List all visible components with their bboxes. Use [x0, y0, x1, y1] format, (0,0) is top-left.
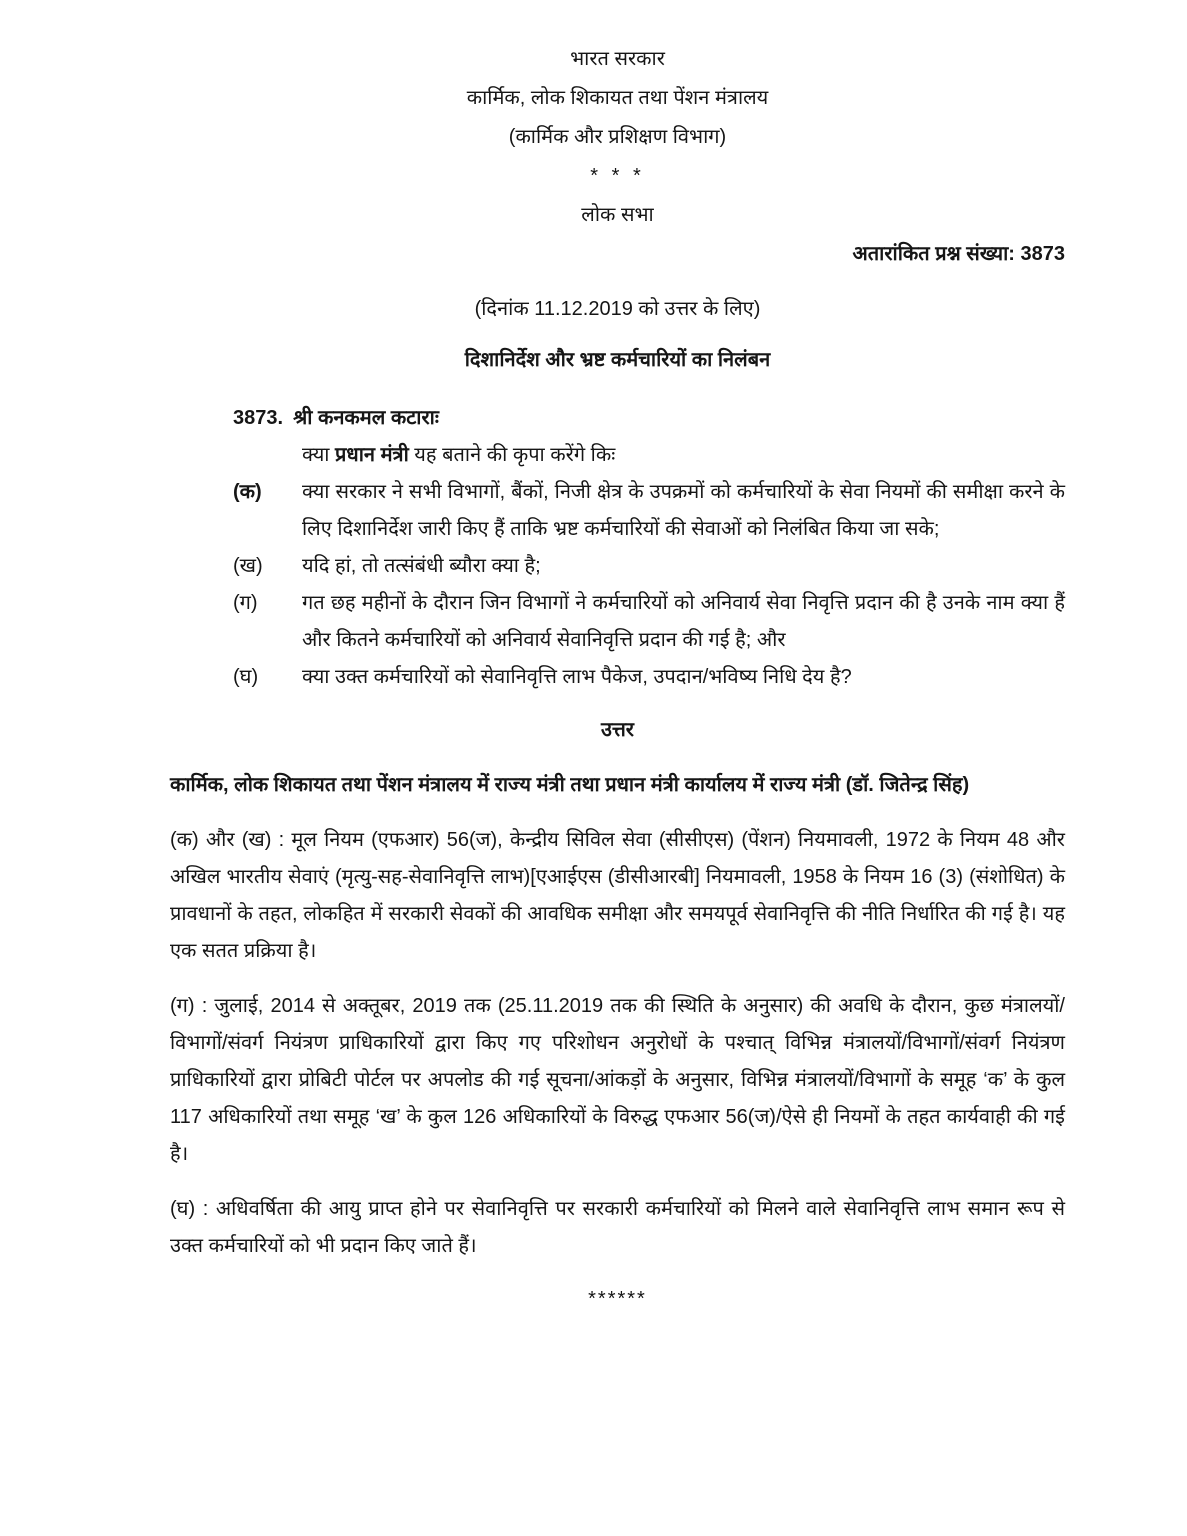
- question-part-text: क्या सरकार ने सभी विभागों, बैंकों, निजी क्षेत्र के उपक्रमों को कर्मचारियों के सेवा नियमों की समीक्षा करने के लिए दिशानिर्देश जारी किए हैं ताकि भ्रष्ट कर्मचारियों की सेवाओं को निलंबित किया जा सके;: [302, 481, 1065, 540]
- question-asker: श्री कनकमल कटाराः: [293, 407, 439, 429]
- subject-title: दिशानिर्देश और भ्रष्ट कर्मचारियों का निलंबन: [464, 349, 771, 371]
- question-part-label: (ग): [233, 592, 258, 614]
- question-head: [233, 400, 1065, 437]
- minister-designation: कार्मिक, लोक शिकायत तथा पेंशन मंत्रालय में राज्य मंत्री तथा प्रधान मंत्री कार्यालय में राज्य मंत्री (डॉ. जितेन्द्र सिंह): [170, 774, 970, 796]
- question-part-text: यदि हां, तो तत्संबंधी ब्यौरा क्या है;: [302, 555, 541, 577]
- question-block: [233, 400, 1065, 696]
- question-intro-pre: क्या: [302, 444, 336, 466]
- house-title: लोक सभा: [581, 204, 654, 226]
- question-part-label: (ख): [233, 555, 263, 577]
- question-number-line: अतारांकित प्रश्न संख्या: 3873: [852, 243, 1065, 265]
- ministry-title: कार्मिक, लोक शिकायत तथा पेंशन मंत्रालय: [466, 87, 769, 109]
- question-number: 3873.: [233, 407, 284, 429]
- answer-heading: उत्तर: [601, 719, 634, 741]
- document-header: [170, 40, 1065, 380]
- question-part-gha: [233, 659, 1065, 696]
- question-intro-post: यह बताने की कृपा करेंगे किः: [408, 444, 616, 466]
- question-part-label: (क): [233, 481, 262, 503]
- answer-date-line: (दिनांक 11.12.2019 को उत्तर के लिए): [474, 298, 761, 320]
- question-part-kha: [233, 548, 1065, 585]
- question-part-ka: [233, 474, 1065, 548]
- department-title: (कार्मिक और प्रशिक्षण विभाग): [508, 126, 727, 148]
- question-part-label: (घ): [233, 666, 259, 688]
- question-part-text: गत छह महीनों के दौरान जिन विभागों ने कर्मचारियों को अनिवार्य सेवा निवृत्ति प्रदान की है उनके नाम क्या हैं और कितने कर्मचारियों को अनिवार्य सेवानिवृत्ति प्रदान की गई है; और: [302, 592, 1065, 651]
- question-intro: [302, 437, 1065, 474]
- answer-paragraph-ga: (ग) : जुलाई, 2014 से अक्तूबर, 2019 तक (25.11.2019 तक की स्थिति के अनुसार) की अवधि के दौरान, कुछ मंत्रालयों/विभागों/संवर्ग नियंत्रण प्राधिकारियों द्वारा किए गए परिशोधन अनुरोधों के पश्चात् विभिन्न मंत्रालयों/विभागों/संवर्ग नियंत्रण प्राधिकारियों द्वारा प्रोबिटी पोर्टल पर अपलोड की गई सूचना/आंकड़ों के अनुसार, विभिन्न मंत्रालयों/विभागों के समूह ‘क’ के कुल 117 अधिकारियों तथा समूह ‘ख’ के कुल 126 अधिकारियों के विरुद्ध एफआर 56(ज)/ऐसे ही नियमों के तहत कार्यवाही की गई है।: [170, 995, 1065, 1165]
- answer-paragraph-ka-kha: (क) और (ख) : मूल नियम (एफआर) 56(ज), केन्द्रीय सिविल सेवा (सीसीएस) (पेंशन) नियमावली, 1972 के नियम 48 और अखिल भारतीय सेवाएं (मृत्यु-सह-सेवानिवृत्ति लाभ)[एआईएस (डीसीआरबी] नियमावली, 1958 के नियम 16 (3) (संशोधित) के प्रावधानों के तहत, लोकहित में सरकारी सेवकों की आवधिक समीक्षा और समयपूर्व सेवानिवृत्ति की नीति निर्धारित की गई है। यह एक सतत प्रक्रिया है।: [170, 829, 1065, 962]
- question-part-text: क्या उक्त कर्मचारियों को सेवानिवृत्ति लाभ पैकेज, उपदान/भविष्य निधि देय है?: [302, 666, 852, 688]
- answer-paragraph-gha: (घ) : अधिवर्षिता की आयु प्राप्त होने पर सेवानिवृत्ति पर सरकारी कर्मचारियों को मिलने वाले सेवानिवृत्ति लाभ समान रूप से उक्त कर्मचारियों को भी प्रदान किए जाते हैं।: [170, 1198, 1065, 1257]
- question-part-ga: [233, 585, 1065, 659]
- separator-stars: * * *: [590, 165, 645, 187]
- footer-stars: ******: [588, 1288, 647, 1310]
- govt-title: भारत सरकार: [570, 48, 665, 70]
- question-intro-minister: प्रधान मंत्री: [335, 444, 409, 466]
